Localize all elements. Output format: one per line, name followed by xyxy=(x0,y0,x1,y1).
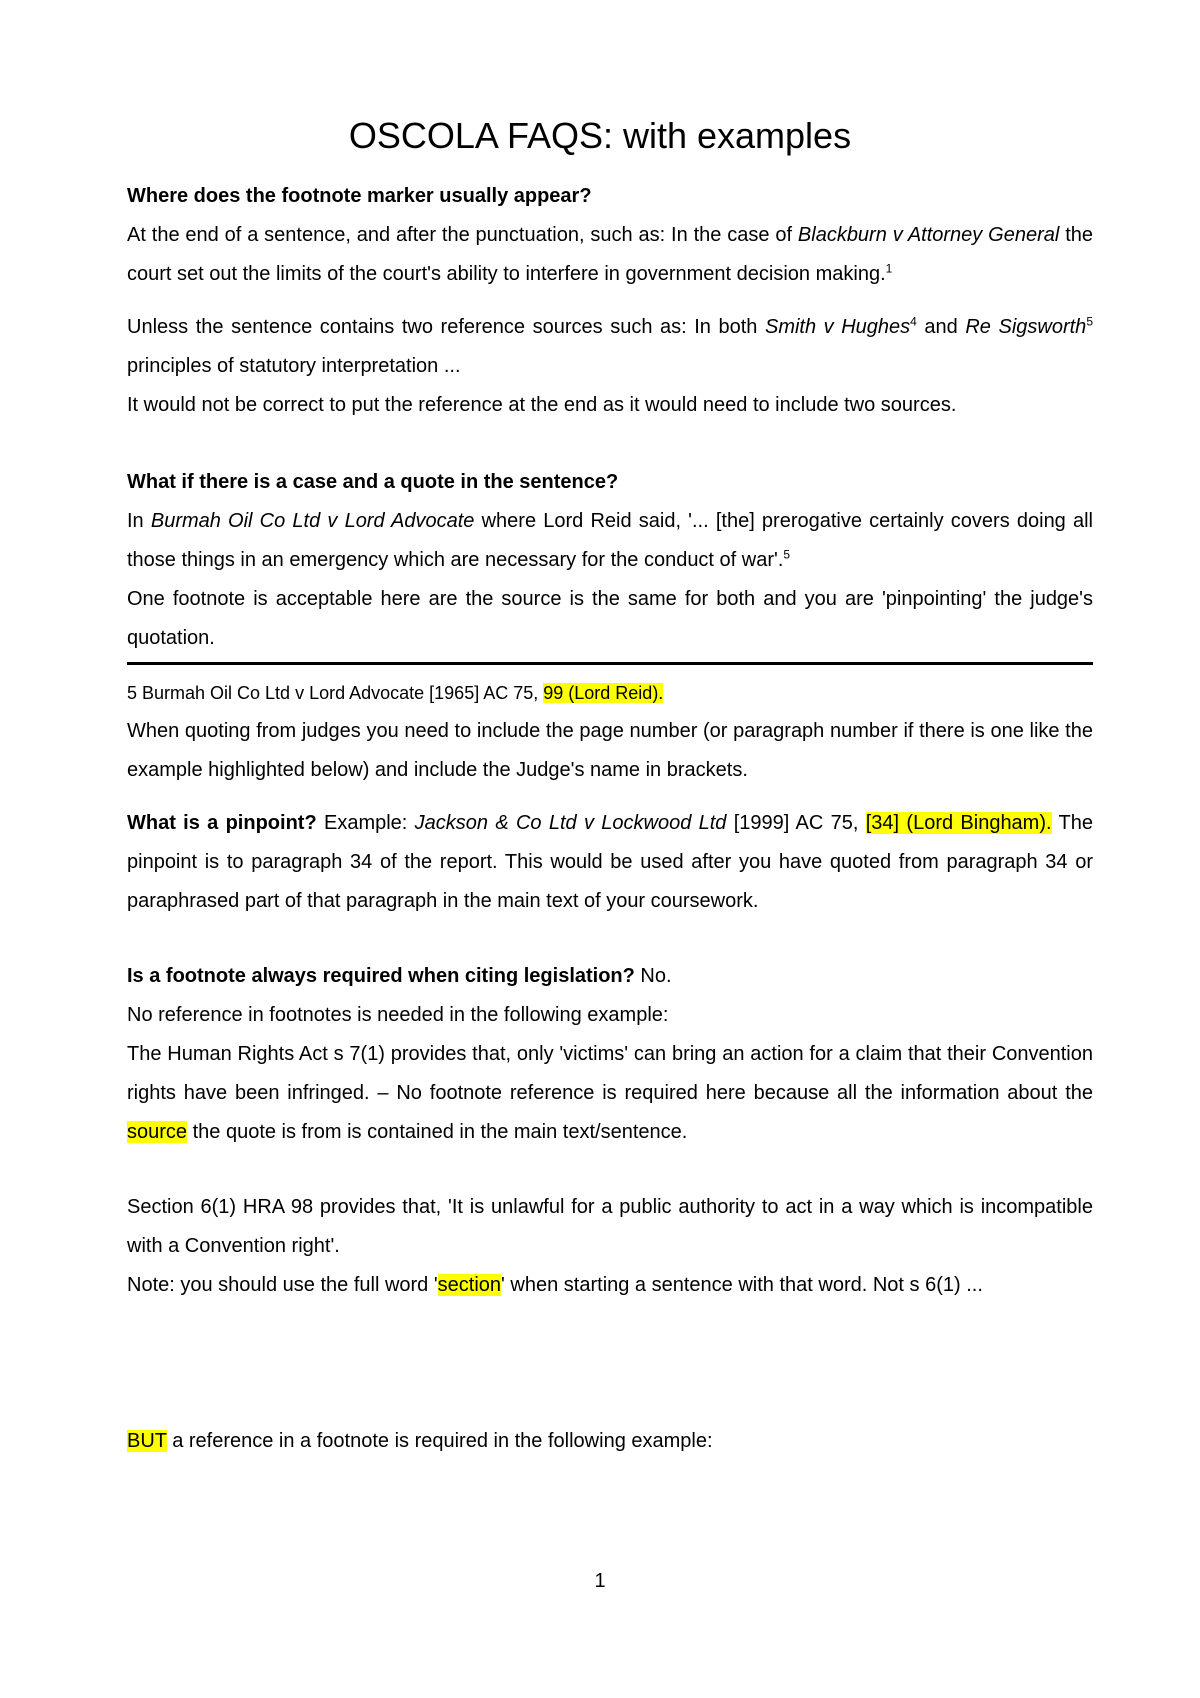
paragraph: No reference in footnotes is needed in the following example: xyxy=(127,1004,669,1026)
paragraph: In Burmah Oil Co Ltd v Lord Advocate where Lord Reid said, '... [the] prerogative certainly covers doing all those things in an emergency which are necessary for the conduct of war'.$^5$ xyxy=(127,510,1093,571)
case-name: Burmah Oil Co Ltd v Lord Advocate xyxy=(150,510,475,532)
paragraph: BUT a reference in a footnote is required in the following example: xyxy=(127,1430,713,1452)
footnote-separator xyxy=(127,662,1093,665)
paragraph: When quoting from judges you need to include the page number (or paragraph number if there is one like the example highlighted below) and include the Judge's name in brackets. xyxy=(127,720,1093,781)
paragraph: What is a pinpoint? Example: Jackson & Co Ltd v Lockwood Ltd [1999] AC 75, [34] (Lord Bingham). The pinpoint is to paragraph 34 of the report. This would be used after you have quoted from paragraph 34 or paraphrased part of that paragraph in the main text of your coursework. xyxy=(127,812,1093,912)
paragraph: The Human Rights Act s 7(1) provides that, only 'victims' can bring an action for a claim that their Convention rights have been infringed. – No footnote reference is required here because all the information about the source the quote is from is contained in the main text/sentence. xyxy=(127,1043,1093,1143)
case-name: Jackson & Co Ltd v Lockwood Ltd xyxy=(414,812,727,834)
paragraph: Unless the sentence contains two reference sources such as: In both Smith v Hughes$^4$ and Re Sigsworth$^5$ principles of statutory interpretation ... xyxy=(127,314,1093,377)
question-heading: Where does the footnote marker usually appear? xyxy=(127,185,592,207)
paragraph: Note: you should use the full word 'section' when starting a sentence with that word. Not s 6(1) ... xyxy=(127,1274,983,1296)
paragraph: Section 6(1) HRA 98 provides that, 'It is unlawful for a public authority to act in a way which is incompatible with a Convention right'. xyxy=(127,1196,1093,1257)
footnote-marker: 5 xyxy=(1086,314,1093,329)
highlighted-text: source xyxy=(127,1121,188,1143)
case-name: Smith v Hughes xyxy=(764,316,911,338)
paragraph: One footnote is acceptable here are the source is the same for both and you are 'pinpointing' the judge's quotation. xyxy=(127,588,1093,649)
highlighted-text: 99 (Lord Reid). xyxy=(543,683,664,703)
case-name: Blackburn v Attorney General xyxy=(797,224,1060,246)
highlighted-text: [34] (Lord Bingham). xyxy=(865,812,1052,834)
case-name: Re Sigsworth xyxy=(965,316,1087,338)
question-heading: Is a footnote always required when citing legislation? xyxy=(127,965,635,987)
question-heading: What is a pinpoint? xyxy=(127,812,317,834)
highlighted-text: BUT xyxy=(127,1430,167,1452)
footnote-marker: 5 xyxy=(783,547,791,562)
footnote-marker: 1 xyxy=(885,261,893,276)
paragraph: It would not be correct to put the reference at the end as it would need to include two sources. xyxy=(127,394,957,416)
page-title: OSCOLA FAQS: with examples xyxy=(348,115,852,156)
paragraph: Is a footnote always required when citing legislation? No. xyxy=(127,965,672,987)
document-body xyxy=(127,177,1093,1461)
footnote-text: 5 Burmah Oil Co Ltd v Lord Advocate [1965] AC 75, 99 (Lord Reid). xyxy=(127,683,664,703)
question-heading: What if there is a case and a quote in the sentence? xyxy=(127,471,619,493)
paragraph: At the end of a sentence, and after the punctuation, such as: In the case of Blackburn v Attorney General the court set out the limits of the court's ability to interfere in government decision making.$^1$ xyxy=(127,224,1093,285)
footnote-marker: 4 xyxy=(910,314,917,329)
page-number: 1 xyxy=(594,1570,606,1592)
highlighted-text: section xyxy=(437,1274,502,1296)
